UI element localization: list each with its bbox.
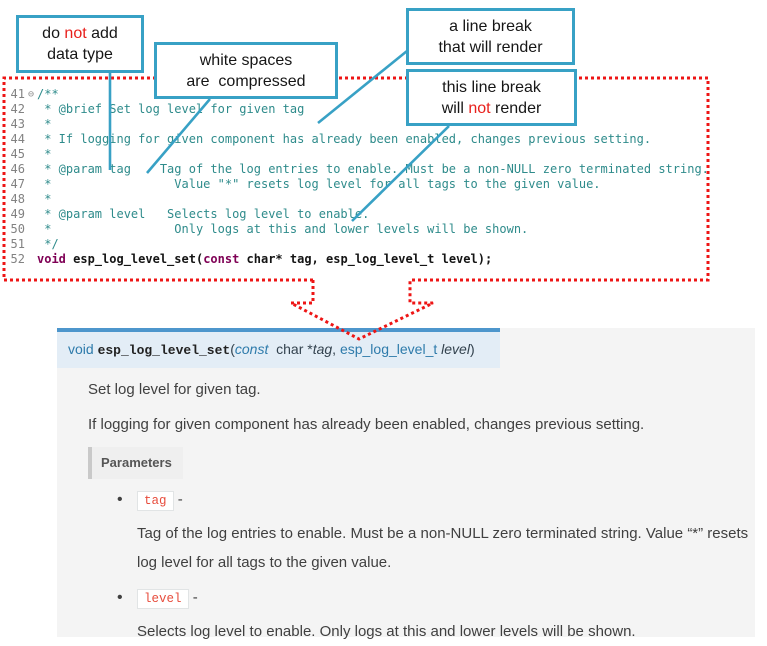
line-number: 48: [10, 192, 25, 206]
param-desc: Selects log level to enable. Only logs at this and lower levels will be shown.: [137, 623, 636, 640]
param-item-level: [137, 588, 745, 646]
param-head: • tag -: [137, 490, 745, 511]
function-signature: void esp_log_level_set(const char *tag, esp_log_level_t level): [57, 328, 500, 368]
function-declaration-line: 52 void esp_log_level_set( const char* tag, esp_log_level_t level);: [6, 252, 709, 267]
callout-linebreak-no-render: [406, 69, 577, 126]
param-list: [88, 490, 749, 646]
line-number: 42: [10, 102, 25, 116]
parameters-label: Parameters: [88, 447, 183, 479]
code-line: 42 * @brief Set log level for given tag: [6, 102, 709, 117]
param-item-tag: [137, 490, 749, 577]
code-editor: [6, 87, 709, 267]
code-line: 47 * Value "*" resets log level for all tags to the given value.: [6, 177, 709, 192]
line-number: 46: [10, 162, 25, 176]
line-number: 41: [10, 87, 25, 101]
line-number: 47: [10, 177, 25, 191]
code-line: 45 *: [6, 147, 709, 162]
line-number: 45: [10, 147, 25, 161]
callout-line: data type: [47, 46, 113, 63]
line-number: 49: [10, 207, 25, 221]
callout-linebreak-renders: [406, 8, 575, 65]
description-paragraph: If logging for given component has already been enabled, changes previous setting.: [88, 416, 645, 433]
code-line: 50 * Only logs at this and lower levels will be shown.: [6, 222, 709, 237]
code-line: 48 *: [6, 192, 709, 207]
callout-line: do not add: [42, 25, 118, 42]
callout-line: a line break: [449, 17, 532, 35]
code-line: 41 ⊖ /**: [6, 87, 709, 102]
line-number: 43: [10, 117, 25, 131]
line-number: 50: [10, 222, 25, 236]
callout-line: this line break: [442, 78, 541, 96]
param-name-code: tag: [137, 491, 174, 511]
callout-no-datatype: [16, 15, 144, 73]
line-number: 51: [10, 237, 25, 251]
code-line: 49 * @param level Selects log level to enable.: [6, 207, 709, 222]
code-line: 44 * If logging for given component has already been enabled, changes previous setting.: [6, 132, 709, 147]
callout-line: are compressed: [186, 72, 306, 90]
param-desc: Tag of the log entries to enable. Must be a non-NULL zero terminated string. Value “*” resets log level for all tags to the given value.: [137, 525, 749, 571]
code-line: 46 * @param tag Tag of the log entries to enable. Must be a non-NULL zero terminated string.: [6, 162, 709, 177]
param-head: • level -: [137, 588, 745, 609]
line-number: 52: [10, 252, 25, 266]
doc-panel: [57, 328, 755, 640]
brief-paragraph: Set log level for given tag.: [88, 381, 261, 398]
param-name-code: level: [137, 589, 189, 609]
line-number: 44: [10, 132, 25, 146]
callout-line: white spaces: [199, 51, 293, 69]
code-line: 43 *: [6, 117, 709, 132]
callout-whitespace-compressed: [154, 42, 338, 99]
callout-line: that will render: [438, 38, 543, 56]
code-line: 51 */: [6, 237, 709, 252]
callout-line: will not render: [441, 99, 542, 117]
fold-minus-icon: ⊖: [27, 89, 35, 100]
